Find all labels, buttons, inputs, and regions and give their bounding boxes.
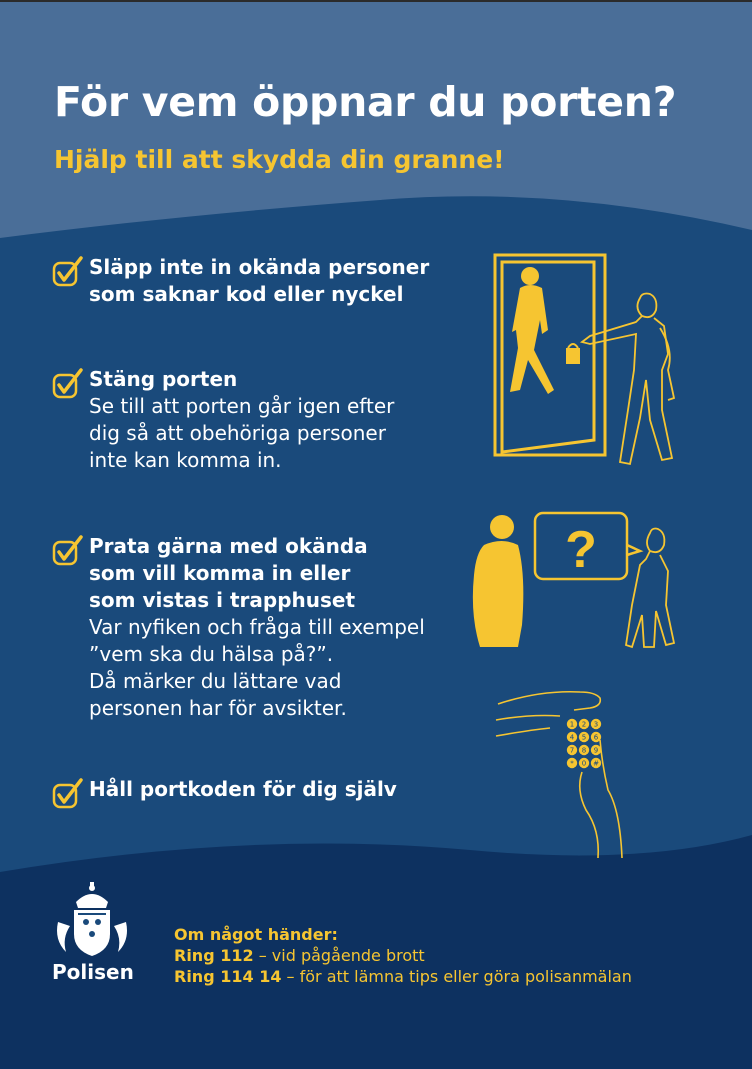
speech-bubble-text: ?	[565, 521, 597, 579]
tip-heading: Släpp inte in okända personer som saknar kod eller nyckel	[89, 255, 430, 306]
tip-heading: Prata gärna med okända som vill komma in eller som vistas i trapphuset	[89, 534, 368, 612]
contact-line-112	[174, 945, 632, 966]
tip-heading: Stäng porten	[89, 367, 238, 391]
keypad	[567, 719, 601, 768]
checkmark-icon	[52, 255, 84, 287]
top-border	[0, 0, 752, 2]
contact-line-11414	[174, 966, 632, 987]
conversation-illustration	[460, 505, 710, 660]
door-illustration	[490, 250, 700, 490]
keypad-illustration	[490, 680, 670, 860]
phone-112: Ring 112	[174, 946, 254, 965]
keypad-key-label: 6	[593, 733, 599, 742]
keypad-key-label: 3	[593, 720, 599, 729]
phone-11414-desc: – för att lämna tips eller göra polisanmälan	[281, 967, 632, 986]
phone-112-desc: – vid pågående brott	[253, 946, 425, 965]
keypad-key-label: 2	[581, 720, 587, 729]
keypad-key-label: 5	[581, 733, 587, 742]
tip-heading: Håll portkoden för dig själv	[89, 777, 397, 801]
contact-info	[174, 924, 632, 987]
keypad-key-label: 4	[569, 733, 575, 742]
checkmark-icon	[52, 367, 84, 399]
checkmark-icon	[52, 777, 84, 809]
keypad-key-label: 0	[581, 759, 587, 768]
tip-body: Se till att porten går igen efter dig så att obehöriga personer inte kan komma in.	[89, 394, 395, 472]
page-subtitle: Hjälp till att skydda din granne!	[54, 145, 505, 174]
phone-11414: Ring 114 14	[174, 967, 282, 986]
police-crest-icon	[52, 882, 132, 960]
keypad-key-label: 7	[569, 746, 575, 755]
keypad-key-label: #	[593, 759, 599, 768]
tip-body: Var nyfiken och fråga till exempel ”vem ska du hälsa på?”. Då märker du lättare vad personen har för avsikter.	[89, 615, 425, 720]
keypad-key-label: 9	[593, 746, 599, 755]
logo-text: Polisen	[52, 960, 134, 984]
checkmark-icon	[52, 534, 84, 566]
keypad-key-label: *	[570, 759, 574, 768]
contact-heading: Om något händer:	[174, 925, 338, 944]
keypad-key-label: 8	[581, 746, 587, 755]
polisen-logo	[52, 882, 132, 984]
keypad-key-label: 1	[569, 720, 575, 729]
page-title: För vem öppnar du porten?	[54, 78, 677, 126]
